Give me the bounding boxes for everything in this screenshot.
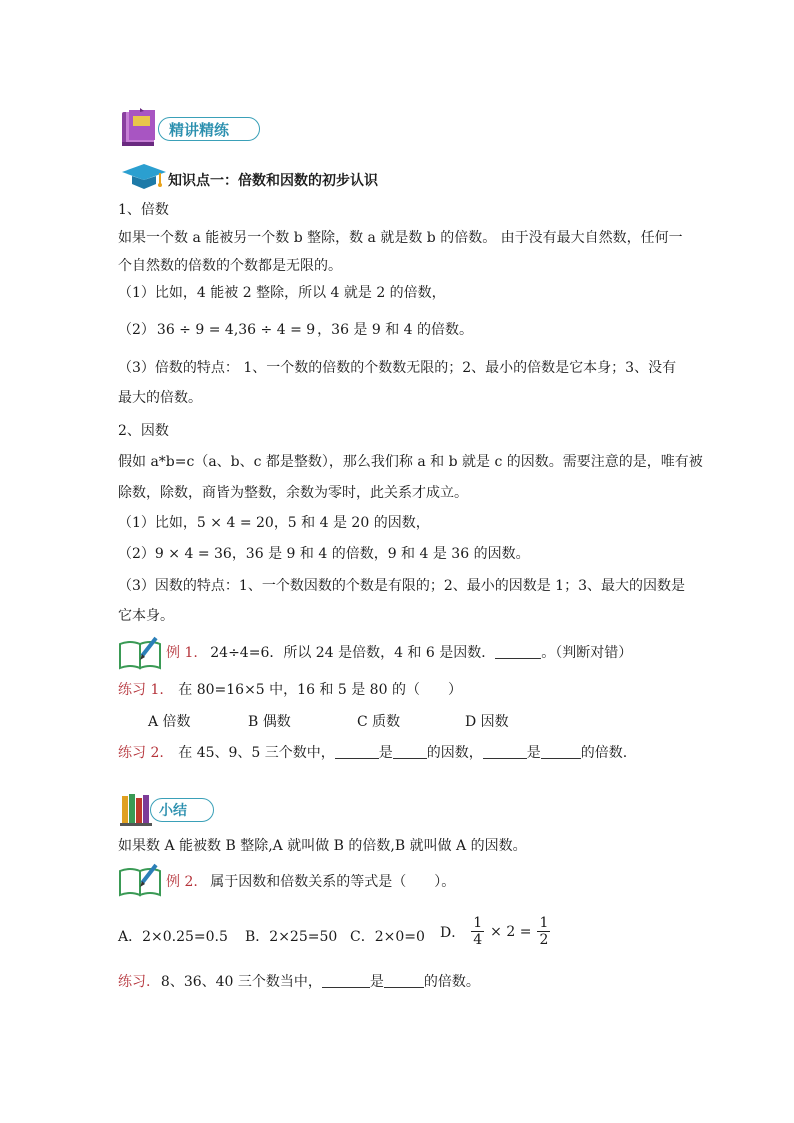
multiples-heading: 1、倍数 xyxy=(118,202,169,218)
fraction-one-half: $\frac{1}{2}$ xyxy=(539,915,549,948)
multiples-definition-2: 个自然数的倍数的个数都是无限的。 xyxy=(118,258,342,274)
answer-blank[interactable] xyxy=(495,644,541,659)
factors-features-2: 它本身。 xyxy=(118,608,174,624)
practice-1-option-a[interactable]: A 倍数 xyxy=(148,714,191,730)
example-2: 例 2. 属于因数和倍数关系的等式是（ ）。 xyxy=(166,874,456,890)
answer-blank[interactable] xyxy=(393,744,427,759)
answer-blank[interactable] xyxy=(335,744,379,759)
answer-blank[interactable] xyxy=(483,744,527,759)
multiples-features-1: （3）倍数的特点： 1、一个数的倍数的个数数无限的；2、最小的倍数是它本身；3、没有 xyxy=(118,360,677,376)
multiples-features-2: 最大的倍数。 xyxy=(118,390,202,406)
practice-1-option-d[interactable]: D 因数 xyxy=(465,714,509,730)
answer-blank[interactable] xyxy=(541,744,581,759)
fraction-one-quarter: $\frac{1}{4}$ xyxy=(473,915,483,948)
example-2-option-a[interactable]: A．2×0.25=0.5 xyxy=(118,929,228,945)
example-2-option-b[interactable]: B．2×25=50 xyxy=(245,929,338,945)
practice-2: 练习 2. 在 45、9、5 三个数中， 是 的因数， 是 的倍数. xyxy=(118,745,628,761)
open-book-pencil-icon xyxy=(118,861,164,897)
practice-1-option-c[interactable]: C 质数 xyxy=(357,714,401,730)
open-book-pencil-icon xyxy=(118,634,164,670)
example-1: 例 1. 24÷4=6．所以 24 是倍数，4 和 6 是因数． 。（判断对错） xyxy=(166,645,633,661)
example-2-option-d[interactable]: D． $\frac{1}{4}$ × 2 = $\frac{1}{2}$ xyxy=(440,915,549,948)
factors-features-1: （3）因数的特点：1、一个数因数的个数是有限的；2、最小的因数是 1；3、最大的因数是 xyxy=(118,578,685,594)
graduation-cap-icon xyxy=(120,162,168,192)
factors-example-1: （1）比如，5 × 4 = 20，5 和 4 是 20 的因数， xyxy=(118,515,430,531)
multiples-definition-1: 如果一个数 a 能被另一个数 b 整除，数 a 就是数 b 的倍数。 由于没有最大自然数，任何一 xyxy=(118,230,683,246)
factors-definition-2: 除数，除数，商皆为整数，余数为零时，此关系才成立。 xyxy=(118,485,468,501)
multiples-example-1: （1）比如，4 能被 2 整除，所以 4 就是 2 的倍数， xyxy=(118,285,446,301)
section-title-badge: 精讲精练 xyxy=(158,117,260,141)
practice-1-option-b[interactable]: B 偶数 xyxy=(248,714,291,730)
practice-1: 练习 1. 在 80=16×5 中，16 和 5 是 80 的（ ） xyxy=(118,682,462,698)
factors-example-2: （2）9 × 4 = 36，36 是 9 和 4 的倍数，9 和 4 是 36 的因数。 xyxy=(118,546,530,562)
knowledge-point-title: 知识点一：倍数和因数的初步认识 xyxy=(168,173,378,189)
example-2-option-c[interactable]: C．2×0=0 xyxy=(350,929,425,945)
answer-blank[interactable] xyxy=(322,973,370,988)
book-icon xyxy=(120,108,162,148)
factors-heading: 2、因数 xyxy=(118,423,169,439)
answer-blank[interactable] xyxy=(384,973,424,988)
practice-3: 练习. 8、36、40 三个数当中， 是 的倍数。 xyxy=(118,974,480,990)
summary-badge: 小结 xyxy=(150,798,214,822)
multiples-example-2: （2） 36 ÷ 9 = 4,36 ÷ 4 = 9 ，36 是 9 和 4 的倍数。 xyxy=(118,322,474,338)
factors-definition-1: 假如 a*b=c（a、b、c 都是整数），那么我们称 a 和 b 就是 c 的因数。需要注意的是，唯有被 xyxy=(118,454,703,470)
summary-text: 如果数 A 能被数 B 整除,A 就叫做 B 的倍数,B 就叫做 A 的因数。 xyxy=(118,838,527,854)
